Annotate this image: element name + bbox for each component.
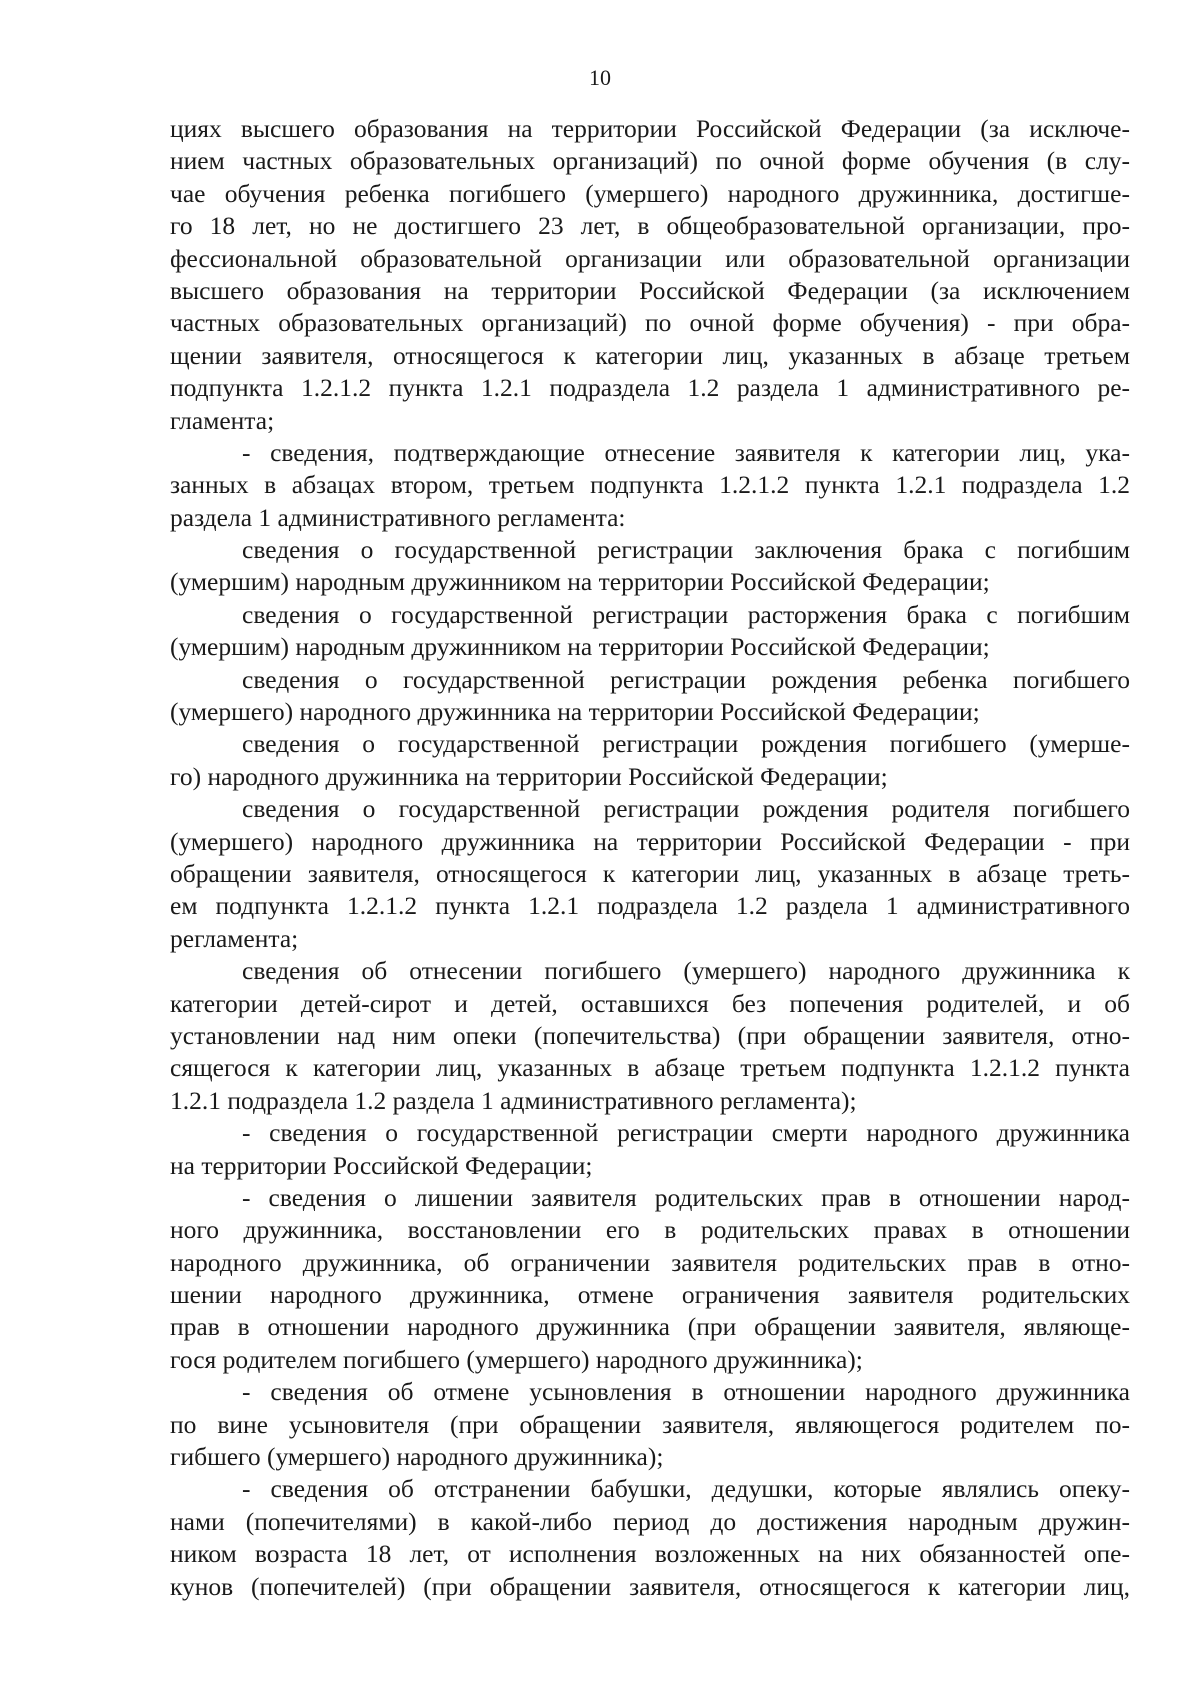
text-line: циях высшего образования на территории Российской Федерации (за исключе-	[170, 114, 1130, 143]
body-text	[170, 113, 1130, 1603]
text-line: гибшего (умершего) народного дружинника);	[170, 1442, 664, 1472]
text-line: - сведения об отмене усыновления в отношении народного дружинника	[242, 1377, 1130, 1407]
page-number: 10	[589, 65, 611, 90]
text-line: ем подпункта 1.2.1.2 пункта 1.2.1 подраздела 1.2 раздела 1 административного	[170, 891, 1130, 921]
text-line: на территории Российской Федерации;	[170, 1150, 593, 1180]
text-line: сведения о государственной регистрации рождения ребенка погибшего	[242, 664, 1130, 694]
text-line: гламента;	[170, 405, 275, 435]
text-line: щении заявителя, относящегося к категории лиц, указанных в абзаце третьем	[170, 340, 1130, 370]
text-line: (умершим) народным дружинником на территории Российской Федерации;	[170, 567, 990, 597]
text-line: нием частных образовательных организаций) по очной форме обучения (в слу-	[170, 146, 1130, 176]
text-line: го 18 лет, но не достигшего 23 лет, в общеобразовательной организации, про-	[170, 211, 1130, 241]
text-line: фессиональной образовательной организации или образовательной организации	[170, 243, 1130, 273]
text-line: кунов (попечителей) (при обращении заявителя, относящегося к категории лиц,	[170, 1571, 1130, 1601]
text-line: ного дружинника, восстановлении его в родительских правах в отношении	[170, 1215, 1130, 1245]
text-line: занных в абзацах втором, третьем подпункта 1.2.1.2 пункта 1.2.1 подраздела 1.2	[170, 470, 1130, 500]
text-line: подпункта 1.2.1.2 пункта 1.2.1 подраздела 1.2 раздела 1 административного ре-	[170, 373, 1130, 403]
text-line: шении народного дружинника, отмене ограничения заявителя родительских	[170, 1280, 1130, 1310]
text-line: (умершего) народного дружинника на территории Российской Федерации - при	[170, 826, 1130, 856]
text-line: по вине усыновителя (при обращении заявителя, являющегося родителем по-	[170, 1409, 1130, 1439]
text-line: - сведения, подтверждающие отнесение заявителя к категории лиц, ука-	[242, 437, 1130, 467]
text-line: сведения о государственной регистрации рождения родителя погибшего	[242, 794, 1130, 824]
text-line: регламента;	[170, 923, 299, 953]
text-line: ником возраста 18 лет, от исполнения возложенных на них обязанностей опе-	[170, 1539, 1130, 1569]
text-line: высшего образования на территории Российской Федерации (за исключением	[170, 275, 1130, 305]
text-line: гося родителем погибшего (умершего) народного дружинника);	[170, 1344, 863, 1374]
text-line: - сведения об отстранении бабушки, дедушки, которые являлись опеку-	[242, 1474, 1130, 1504]
text-line: - сведения о лишении заявителя родительских прав в отношении народ-	[242, 1182, 1130, 1212]
text-line: го) народного дружинника на территории Российской Федерации;	[170, 761, 888, 791]
text-line: сящегося к категории лиц, указанных в абзаце третьем подпункта 1.2.1.2 пункта	[170, 1053, 1130, 1083]
text-line: сведения о государственной регистрации заключения брака с погибшим	[242, 535, 1130, 565]
text-line: - сведения о государственной регистрации смерти народного дружинника	[242, 1118, 1130, 1148]
text-line: частных образовательных организаций) по очной форме обучения) - при обра-	[170, 308, 1130, 338]
text-line: прав в отношении народного дружинника (при обращении заявителя, являюще-	[170, 1312, 1130, 1342]
text-line: сведения о государственной регистрации расторжения брака с погибшим	[242, 599, 1130, 629]
text-line: нами (попечителями) в какой-либо период до достижения народным дружин-	[170, 1506, 1130, 1536]
text-line: (умершим) народным дружинником на территории Российской Федерации;	[170, 632, 990, 662]
text-line: категории детей-сирот и детей, оставшихся без попечения родителей, и об	[170, 988, 1130, 1018]
text-line: установлении над ним опеки (попечительства) (при обращении заявителя, отно-	[170, 1020, 1130, 1050]
text-line: обращении заявителя, относящегося к категории лиц, указанных в абзаце треть-	[170, 858, 1130, 888]
text-line: (умершего) народного дружинника на территории Российской Федерации;	[170, 697, 980, 727]
text-line: 1.2.1 подраздела 1.2 раздела 1 административного регламента);	[170, 1085, 857, 1115]
text-line: чае обучения ребенка погибшего (умершего) народного дружинника, достигше-	[170, 178, 1130, 208]
text-line: сведения о государственной регистрации рождения погибшего (умерше-	[242, 729, 1130, 759]
text-line: раздела 1 административного регламента:	[170, 502, 626, 532]
text-line: сведения об отнесении погибшего (умершего) народного дружинника к	[242, 956, 1130, 986]
text-line: народного дружинника, об ограничении заявителя родительских прав в отно-	[170, 1247, 1130, 1277]
